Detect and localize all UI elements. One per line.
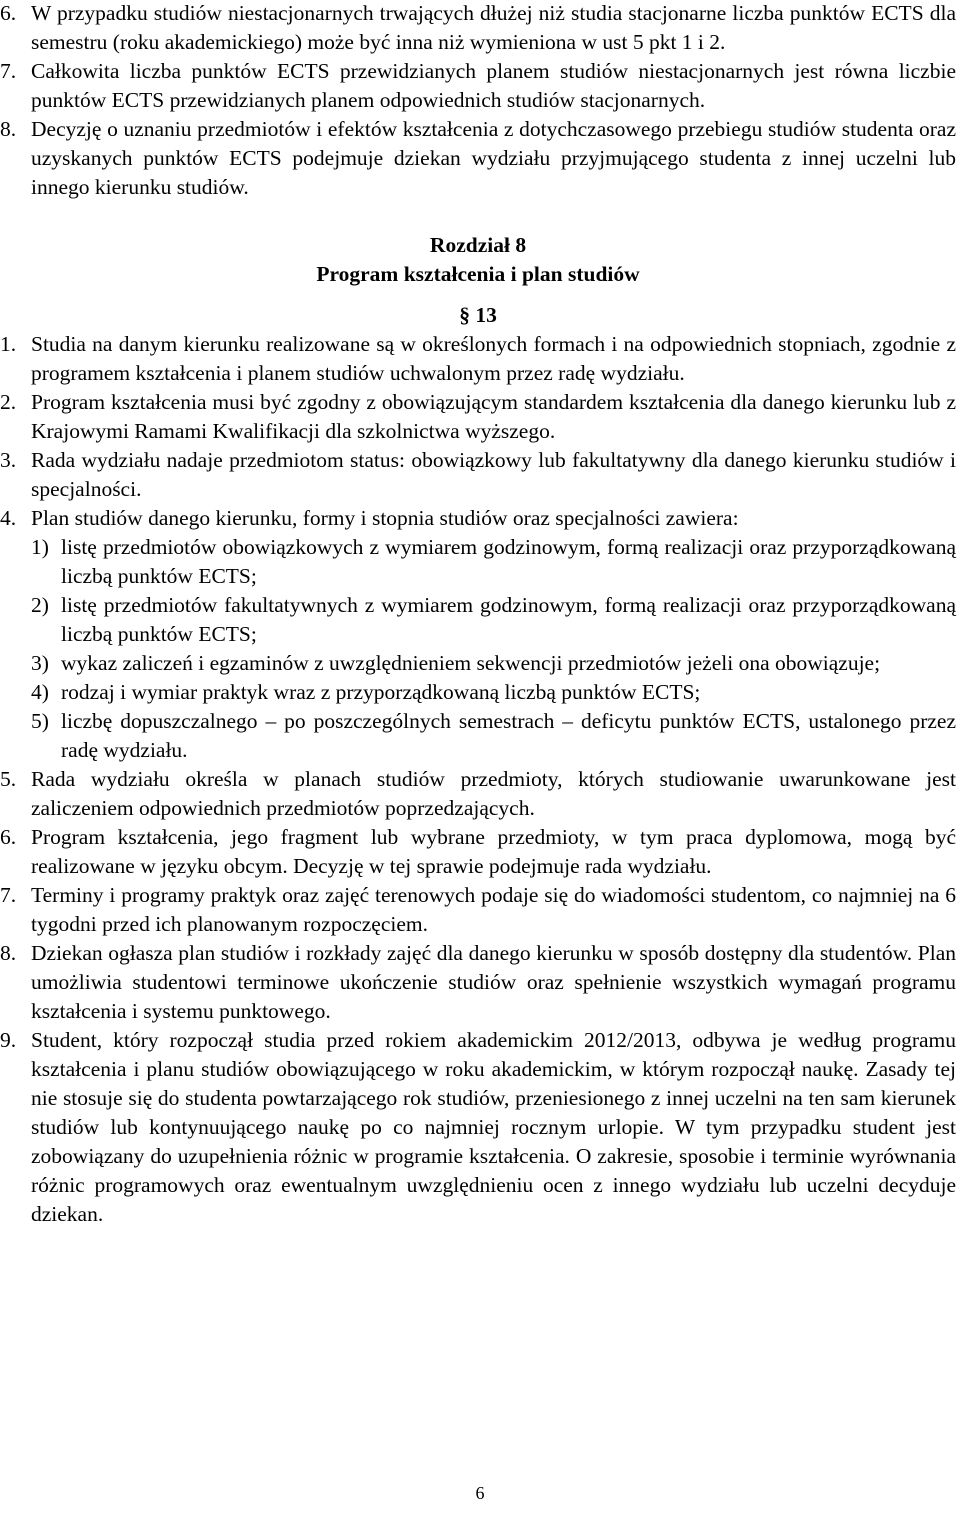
item-text: Student, który rozpoczął studia przed rokiem akademickim 2012/2013, odbywa je według programu kształcenia i planu studiów obowiązującego w roku akademickim, w którym rozpoczął naukę. Zasady tej nie stosuje się do studenta powtarzającego rok studiów, przeniesionego z innej uczelni na ten sam kierunek studiów lub kontynuującego naukę po co najmniej rocznym urlopie. W tym przypadku student jest zobowiązany do uzupełnienia różnic w programie kształcenia. O zakresie, sposobie i terminie wyrównania różnic programowych oraz ewentualnym uwzględnieniu ocen z innego wydziału lub uczelni decyduje dziekan.	[31, 1028, 956, 1226]
item-text: W przypadku studiów niestacjonarnych trwających dłużej niż studia stacjonarne liczba punktów ECTS dla semestru (roku akademickiego) może być inna niż wymieniona w ust 5 pkt 1 i 2.	[31, 1, 956, 54]
item-text: Całkowita liczba punktów ECTS przewidzianych planem studiów niestacjonarnych jest równa liczbie punktów ECTS przewidzianych planem odpowiednich studiów stacjonarnych.	[31, 59, 956, 112]
item-number: 4.	[0, 506, 17, 530]
item-text: Plan studiów danego kierunku, formy i stopnia studiów oraz specjalności zawiera:	[31, 506, 739, 530]
item-number: 3.	[0, 448, 17, 472]
sub-list-item	[31, 649, 956, 678]
item-number: 8.	[0, 117, 17, 141]
item-number: 2.	[0, 390, 17, 414]
item-text: Rada wydziału określa w planach studiów przedmioty, których studiowanie uwarunkowane jest zaliczeniem odpowiednich przedmiotów poprzedzających.	[31, 767, 956, 820]
list-item	[0, 0, 956, 57]
item-text: Program kształcenia, jego fragment lub wybrane przedmioty, w tym praca dyplomowa, mogą być realizowane w języku obcym. Decyzję w tej sprawie podejmuje rada wydziału.	[31, 825, 956, 878]
sub-item-number: 5)	[31, 709, 49, 733]
list-item	[0, 765, 956, 823]
list-item	[0, 388, 956, 446]
list-item	[0, 115, 956, 202]
sub-item-number: 2)	[31, 593, 49, 617]
item-number: 7.	[0, 883, 17, 907]
sub-list-item	[31, 533, 956, 591]
chapter-heading	[0, 231, 956, 289]
item-text: Decyzję o uznaniu przedmiotów i efektów kształcenia z dotychczasowego przebiegu studiów studenta oraz uzyskanych punktów ECTS podejmuje dziekan wydziału przyjmującego studenta z innej uczelni lub innego kierunku studiów.	[31, 117, 956, 199]
chapter-number: Rozdział 8	[429, 233, 527, 257]
item-number: 5.	[0, 767, 17, 791]
item-body	[31, 504, 956, 765]
list-item	[0, 881, 956, 939]
item-number: 1.	[0, 332, 17, 356]
list-item	[0, 446, 956, 504]
sub-item-text: liczbę dopuszczalnego – po poszczególnych semestrach – deficytu punktów ECTS, ustalonego przez radę wydziału.	[61, 709, 956, 762]
sub-item-text: rodzaj i wymiar praktyk wraz z przyporządkowaną liczbą punktów ECTS;	[61, 680, 701, 704]
paragraph-heading: § 13	[459, 303, 497, 327]
item-text: Program kształcenia musi być zgodny z obowiązującym standardem kształcenia dla danego kierunku lub z Krajowymi Ramami Kwalifikacji dla szkolnictwa wyższego.	[31, 390, 956, 443]
sub-list-item	[31, 678, 956, 707]
sub-item-number: 1)	[31, 535, 49, 559]
chapter-title: Program kształcenia i plan studiów	[316, 262, 640, 286]
list-item	[0, 939, 956, 1026]
item-text: Rada wydziału nadaje przedmiotom status: obowiązkowy lub fakultatywny dla danego kierunku studiów i specjalności.	[31, 448, 956, 501]
page-number: 6	[475, 1483, 485, 1503]
sub-item-text: wykaz zaliczeń i egzaminów z uwzględnieniem sekwencji przedmiotów jeżeli ona obowiązuje;	[61, 651, 881, 675]
list-item	[0, 330, 956, 388]
item-text: Terminy i programy praktyk oraz zajęć terenowych podaje się do wiadomości studentom, co najmniej na 6 tygodni przed ich planowanym rozpoczęciem.	[31, 883, 956, 936]
sub-item-number: 3)	[31, 651, 49, 675]
item-number: 8.	[0, 941, 17, 965]
item-number: 6.	[0, 1, 17, 25]
list-item	[0, 823, 956, 881]
sub-item-number: 4)	[31, 680, 49, 704]
sub-list-item	[31, 591, 956, 649]
item-number: 7.	[0, 59, 17, 83]
sub-item-text: listę przedmiotów obowiązkowych z wymiarem godzinowym, formą realizacji oraz przyporządkowaną liczbą punktów ECTS;	[61, 535, 956, 588]
sub-item-text: listę przedmiotów fakultatywnych z wymiarem godzinowym, formą realizacji oraz przyporządkowaną liczbą punktów ECTS;	[61, 593, 956, 646]
list-item	[0, 504, 956, 765]
list-item	[0, 1026, 956, 1229]
item-text: Dziekan ogłasza plan studiów i rozkłady zajęć dla danego kierunku w sposób dostępny dla studentów. Plan umożliwia studentowi terminowe ukończenie studiów oraz spełnienie wszystkich wymagań programu kształcenia i systemu punktowego.	[31, 941, 956, 1023]
list-item	[0, 57, 956, 115]
item-number: 9.	[0, 1028, 17, 1052]
item-text: Studia na danym kierunku realizowane są w określonych formach i na odpowiednich stopniach, zgodnie z programem kształcenia i planem studiów uchwalonym przez radę wydziału.	[31, 332, 956, 385]
item-number: 6.	[0, 825, 17, 849]
sub-list-item	[31, 707, 956, 765]
